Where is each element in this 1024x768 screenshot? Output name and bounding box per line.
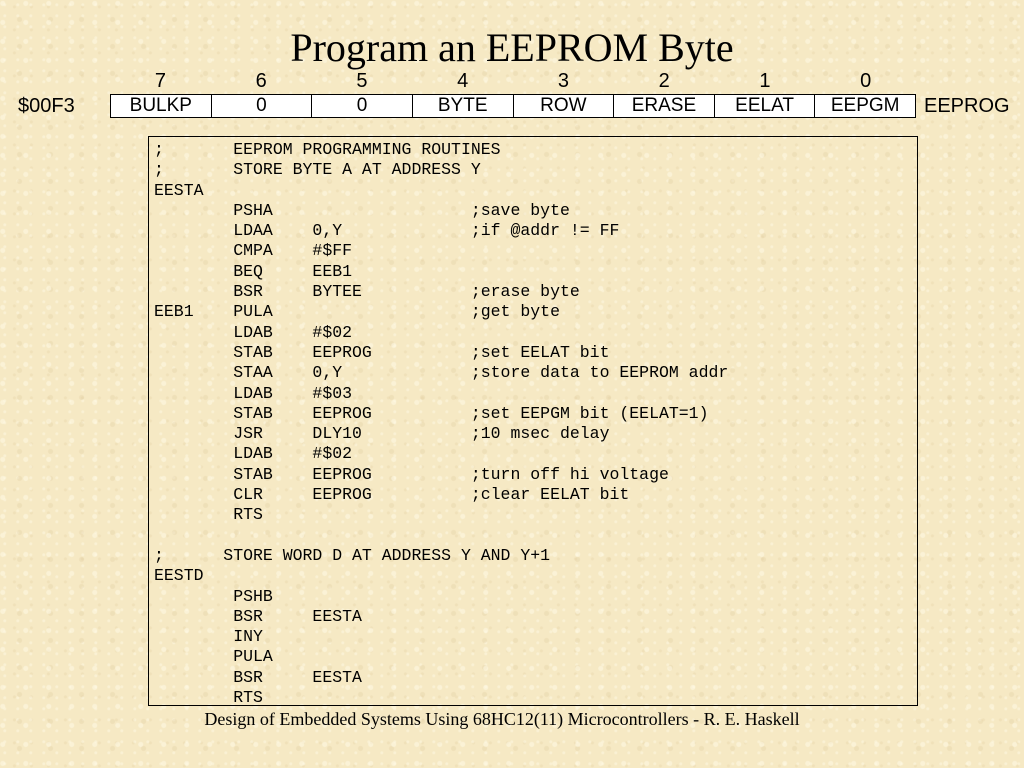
code-line: BSR BYTEE ;erase byte	[154, 282, 580, 302]
bit-number: 0	[860, 70, 872, 92]
bit-number: 6	[255, 70, 267, 92]
code-line: INY	[154, 627, 263, 647]
register-bit-cell: ERASE	[613, 95, 714, 117]
register-bit-cell: BYTE	[412, 95, 513, 117]
code-line: BSR EESTA	[154, 667, 362, 687]
bit-number: 7	[154, 70, 166, 92]
register-bit-cell: BULKP	[129, 95, 192, 116]
code-line: ; STORE WORD D AT ADDRESS Y AND Y+1	[154, 545, 551, 565]
bit-number: 1	[759, 70, 771, 92]
code-line: EEB1 PULA ;get byte	[154, 302, 560, 322]
bit-number: 2	[658, 70, 670, 92]
code-line: PSHB	[154, 586, 273, 606]
register-bit-cell: EEPGM	[814, 95, 915, 117]
code-text	[154, 140, 917, 708]
register-name: EEPROG	[924, 95, 1010, 117]
register-bit-cell: 0	[211, 95, 312, 117]
code-line: ; STORE BYTE A AT ADDRESS Y	[154, 160, 481, 180]
code-line: LDAB #$02	[154, 322, 353, 342]
code-line: EESTD	[154, 566, 204, 586]
bit-number-row	[110, 68, 916, 94]
code-line: CMPA #$FF	[154, 241, 353, 261]
code-line: CLR EEPROG ;clear EELAT bit	[154, 485, 630, 505]
register-bit-cell: EELAT	[714, 95, 815, 117]
code-line: EESTA	[154, 180, 204, 200]
register-bit-cell: ROW	[513, 95, 614, 117]
bit-number: 5	[356, 70, 368, 92]
code-line: BSR EESTA	[154, 606, 362, 626]
slide-title: Program an EEPROM Byte	[290, 25, 734, 70]
code-line: RTS	[154, 688, 263, 708]
register-bit-table	[110, 94, 916, 118]
footer-credit: Design of Embedded Systems Using 68HC12(11) Microcontrollers - R. E. Haskell	[204, 709, 800, 729]
code-line: STAA 0,Y ;store data to EEPROM addr	[154, 363, 729, 383]
code-line: PULA	[154, 647, 273, 667]
code-listing	[148, 136, 918, 706]
register-address: $00F3	[18, 95, 75, 117]
code-line: LDAB #$02	[154, 444, 353, 464]
code-line: BEQ EEB1	[154, 261, 353, 281]
code-line: STAB EEPROG ;turn off hi voltage	[154, 464, 669, 484]
bit-number: 3	[557, 70, 569, 92]
code-line: STAB EEPROG ;set EELAT bit	[154, 342, 610, 362]
code-line: STAB EEPROG ;set EEPGM bit (EELAT=1)	[154, 403, 709, 423]
code-line: JSR DLY10 ;10 msec delay	[154, 424, 610, 444]
code-line: ; EEPROM PROGRAMMING ROUTINES	[154, 140, 501, 159]
code-line: LDAB #$03	[154, 383, 353, 403]
code-line: PSHA ;save byte	[154, 200, 570, 220]
register-bit-cell: 0	[311, 95, 412, 117]
code-line: LDAA 0,Y ;if @addr != FF	[154, 221, 620, 241]
bit-number: 4	[457, 70, 469, 92]
code-line: RTS	[154, 505, 263, 525]
